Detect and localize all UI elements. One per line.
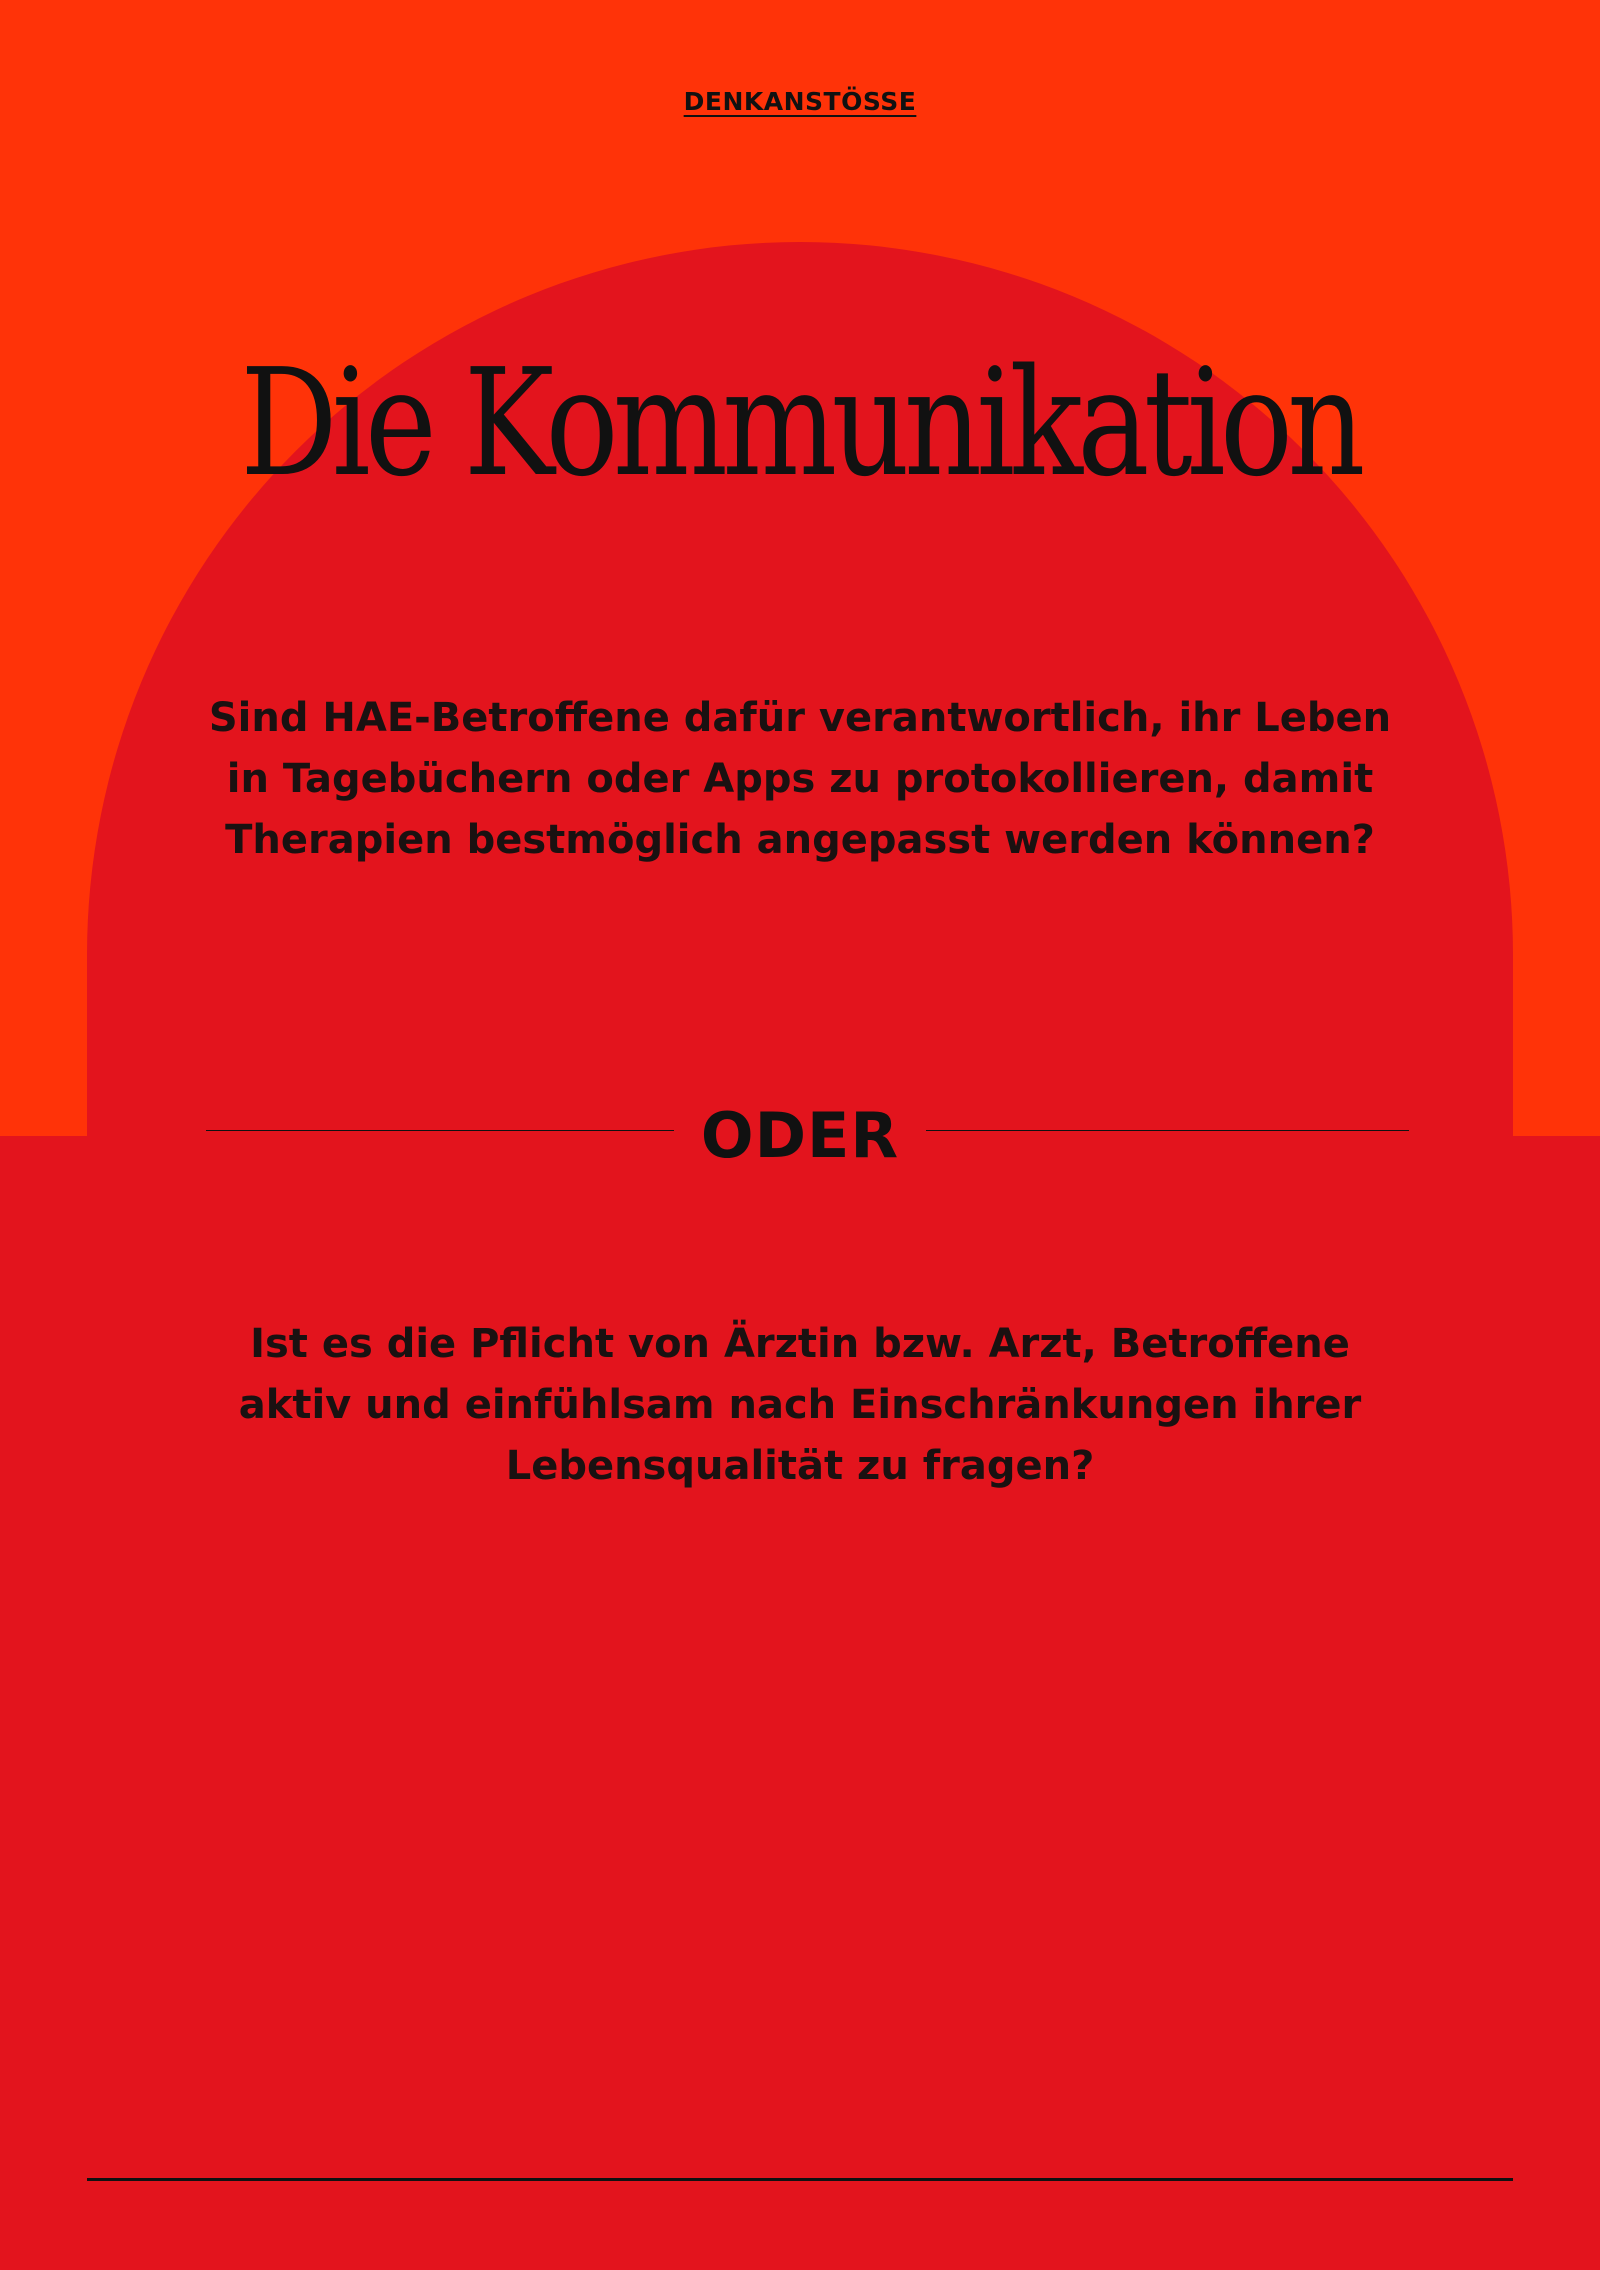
footer-rule (87, 2178, 1513, 2181)
question-one: Sind HAE-Betroffene dafür verantwortlich, ihr Leben in Tagebüchern oder Apps zu protokollieren, damit Therapien bestmöglich angepasst werden können? (208, 695, 1392, 863)
divider-right (926, 1130, 1409, 1131)
page-title: Die Kommunikation (240, 337, 1360, 509)
divider-left (206, 1130, 674, 1131)
arch-shape (87, 242, 1513, 2142)
oder-separator: ODER (700, 1099, 900, 1172)
header (0, 86, 1600, 118)
question-two: Ist es die Pflicht von Ärztin bzw. Arzt, Betroffene aktiv und einfühlsam nach Einschränkungen ihrer Lebensqualität zu fragen? (238, 1321, 1362, 1489)
section-link-denkanstoesse[interactable]: DENKANSTÖSSE (683, 87, 917, 116)
